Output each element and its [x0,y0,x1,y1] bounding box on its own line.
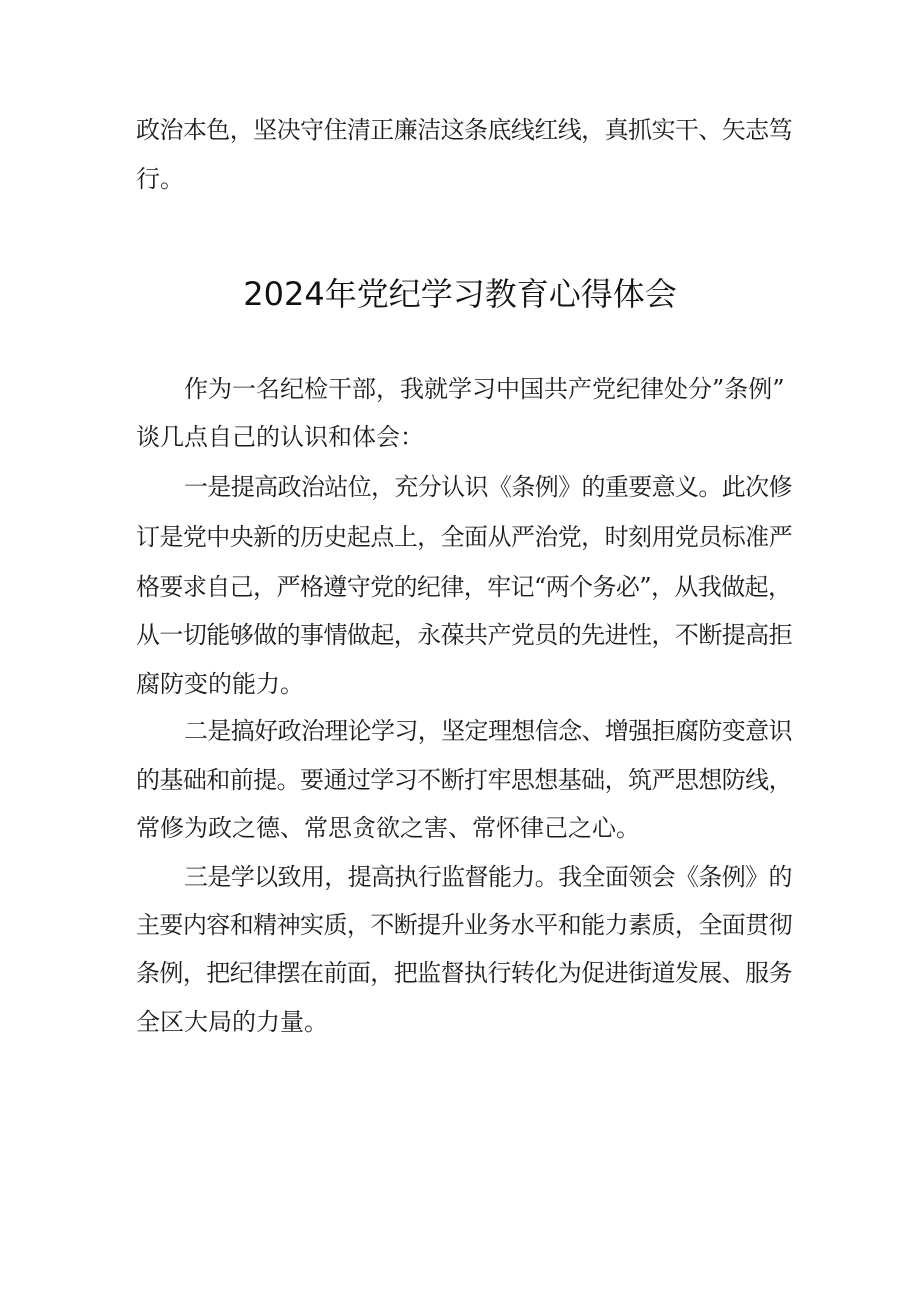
paragraph-4-line-1: 三是学以致用，提高执行监督能力。我全面领会《条例》的 [184,863,792,891]
paragraph-4-line-2: 主要内容和精神实质，不断提升业务水平和能力素质，全面贯彻 [136,911,793,939]
paragraph-2-line-3: 格要求自己，严格遵守党的纪律，牢记“两个务必”，从我做起， [136,573,792,601]
paragraph-2-line-5: 腐防变的能力。 [136,670,304,698]
paragraph-4-line-3: 条例，把纪律摆在前面，把监督执行转化为促进街道发展、服务 [136,959,793,987]
paragraph-4-line-4: 全区大局的力量。 [136,1008,328,1036]
continuation-line-1: 政治本色，坚决守住清正廉洁这条底线红线，真抓实干、矢志笃 [136,116,793,144]
paragraph-3-line-3: 常修为政之德、常思贪欲之害、常怀律己之心。 [136,814,640,842]
paragraph-3-line-1: 二是搞好政治理论学习，坚定理想信念、增强拒腐防变意识 [184,717,792,745]
paragraph-3-line-2: 的基础和前提。要通过学习不断打牢思想基础，筑严思想防线， [136,766,793,794]
paragraph-2-line-2: 订是党中央新的历史起点上，全面从严治党，时刻用党员标准严 [136,523,793,551]
paragraph-1-line-2: 谈几点自己的认识和体会： [136,423,424,451]
continuation-line-2: 行。 [136,165,184,193]
paragraph-2-line-4: 从一切能够做的事情做起，永葆共产党员的先进性，不断提高拒 [136,621,793,649]
paragraph-1-line-1: 作为一名纪检干部，我就学习中国共产党纪律处分”条例” [184,375,785,403]
page-title: 2024年党纪学习教育心得体会 [243,275,677,313]
paragraph-2-line-1: 一是提高政治站位，充分认识《条例》的重要意义。此次修 [184,473,792,501]
